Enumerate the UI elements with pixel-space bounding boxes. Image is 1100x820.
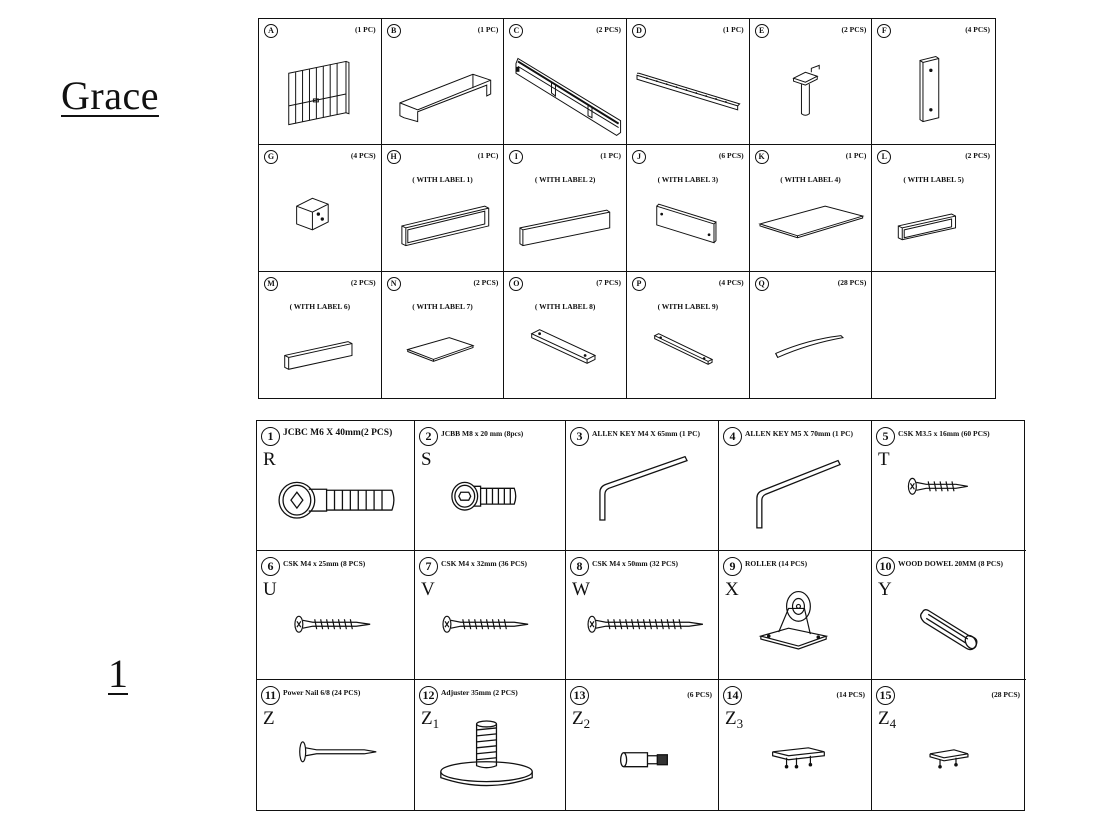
panel-qty: (2 PCS) [596,25,621,34]
panel-letter: A [264,24,278,38]
hardware-3 [566,421,719,551]
hardware-9 [719,551,872,681]
panel-letter: J [632,150,646,164]
screw-u-illustration [257,551,414,680]
power-nail-illustration [257,680,414,810]
slat-holder-small-illustration [872,680,1026,810]
panel-c [504,19,627,145]
hardware-13 [566,680,719,810]
hardware-7 [415,551,566,681]
hardware-desc: CSK M4 x 32mm (36 PCS) [441,558,528,568]
screw-v-illustration [415,551,565,680]
cube-block-illustration [259,145,381,270]
allen-key-m5-illustration [719,421,871,550]
panel-l [872,145,995,271]
panel-qty: (1 PC) [723,25,744,34]
panel-label: ( WITH LABEL 6) [289,301,351,311]
panel-letter: K [755,150,769,164]
panel-letter: L [877,150,891,164]
panels-grid [258,18,996,399]
hardware-number: 4 [723,427,742,446]
panel-qty: (1 PC) [600,151,621,161]
panel-g [259,145,382,271]
panel-h [382,145,505,271]
panel-label: ( WITH LABEL 8) [534,301,596,311]
hardware-desc: CSK M3.5 x 16mm (60 PCS) [898,429,990,438]
hardware-number: 8 [570,557,589,576]
hardware-number: 7 [419,557,438,576]
allen-key-m4-illustration [566,421,718,550]
hardware-number: 10 [876,557,895,576]
hardware-desc: WOOD DOWEL 20MM (8 PCS) [898,558,1003,568]
panel-n [382,272,505,398]
hardware-number: 1 [261,427,280,446]
hardware-desc: CSK M4 x 50mm (32 PCS) [592,558,679,568]
hardware-grid [256,420,1025,811]
panel-qty: (2 PCS) [350,277,376,287]
panel-a [259,19,382,145]
panel-q [750,272,873,398]
hardware-1 [257,421,415,551]
hardware-number: 3 [570,427,589,446]
connector-bolt-illustration [566,680,718,810]
hardware-desc: ALLEN KEY M5 X 70mm (1 PC) [745,429,854,438]
bolt-s-illustration [415,421,565,550]
panel-letter: Q [755,277,769,291]
panel-e [750,19,873,145]
hardware-14 [719,680,872,810]
panel-letter: P [632,277,646,291]
brand-title: Grace [61,73,159,118]
panel-letter: I [509,150,523,164]
panel-qty: (2 PCS) [841,25,867,34]
metal-slat-illustration [627,19,749,144]
hardware-10 [872,551,1026,681]
block-f-illustration [872,19,995,144]
panel-f [872,19,995,145]
panel-qty: (1 PC) [477,25,499,34]
panel-qty: (6 PCS) [718,151,744,161]
bolt-r-illustration [257,421,414,550]
hardware-6 [257,551,415,681]
hardware-desc: CSK M4 x 25mm (8 PCS) [283,558,366,568]
panel-label: ( WITH LABEL 1) [412,175,473,185]
hardware-desc: JCBC M6 X 40mm(2 PCS) [283,428,393,438]
board-m-illustration [259,272,381,398]
hardware-code: S [421,449,432,470]
panel-qty: (1 PC) [355,25,376,34]
hardware-2 [415,421,566,551]
panel-i [504,145,627,271]
panel-letter: O [509,277,523,291]
headboard-illustration [259,19,381,144]
hardware-code: U [263,578,277,600]
slat-p-illustration [627,272,749,398]
hardware-code: T [878,449,890,470]
panel-qty: (28 PCS) [837,277,867,287]
hardware-code: Z [263,708,275,730]
panel-qty: (1 PC) [477,151,499,161]
panel-letter: N [387,277,401,291]
panel-label: ( WITH LABEL 5) [903,175,964,185]
wood-dowel-illustration [872,551,1026,680]
hardware-code: V [421,578,435,600]
board-h-illustration [382,145,504,270]
hardware-11 [257,680,415,810]
slat-o-illustration [504,272,626,398]
hardware-code: W [572,578,590,600]
panel-p [627,272,750,398]
hardware-number: 14 [723,686,742,705]
bench-illustration [382,19,504,144]
panel-qty: (4 PCS) [965,25,990,34]
hardware-number: 9 [723,557,742,576]
panel-label: ( WITH LABEL 3) [657,175,719,185]
hardware-number: 5 [876,427,895,446]
panel-label: ( WITH LABEL 9) [657,301,719,311]
hardware-qty: (14 PCS) [836,690,865,700]
hardware-desc: ALLEN KEY M4 X 65mm (1 PC) [592,429,701,438]
sheet-k-illustration [750,145,872,270]
adjuster-foot-illustration [415,680,565,810]
panel-b [382,19,505,145]
hardware-15 [872,680,1026,810]
hardware-number: 15 [876,686,895,705]
panel-label: ( WITH LABEL 7) [412,301,473,311]
panel-label: ( WITH LABEL 2) [534,175,596,185]
hardware-number: 6 [261,557,280,576]
screw-w-illustration [566,551,718,680]
sheet-n-illustration [382,272,504,398]
panel-empty [872,272,995,398]
hardware-8 [566,551,719,681]
panel-letter: E [755,24,769,38]
hardware-4 [719,421,872,551]
panel-qty: (7 PCS) [596,277,621,287]
hardware-code: $Z_1$ [421,708,440,732]
hardware-number: 12 [419,686,438,705]
panel-d [627,19,750,145]
roller-illustration [719,551,871,680]
hardware-desc: JCBB M8 x 20 mm (8pcs) [441,429,524,438]
hardware-qty: (6 PCS) [687,690,712,700]
hardware-code: $Z_4$ [878,708,897,732]
panel-letter: D [632,24,646,38]
hardware-code: X [725,578,739,600]
panel-letter: B [387,24,401,38]
hardware-number: 13 [570,686,589,705]
panel-qty: (2 PCS) [473,277,499,287]
panel-j [627,145,750,271]
panel-letter: F [877,24,891,38]
panel-qty: (2 PCS) [965,151,990,161]
panel-qty: (4 PCS) [718,277,744,287]
support-leg-illustration [750,19,872,144]
hardware-code: $Z_3$ [725,708,744,732]
panel-letter: M [264,277,278,291]
board-l-illustration [872,145,995,270]
panel-letter: H [387,150,401,164]
hardware-code: $Z_2$ [572,708,591,732]
board-i-illustration [504,145,626,270]
hardware-desc: Power Nail 6/8 (24 PCS) [283,688,361,698]
hardware-desc: ROLLER (14 PCS) [745,558,808,568]
board-j-illustration [627,145,749,270]
panel-letter: C [509,24,523,38]
hardware-12 [415,680,566,810]
panel-o [504,272,627,398]
screw-t-illustration [872,421,1026,550]
curved-slat-illustration [750,272,872,398]
step-number: 1 [108,651,128,696]
hardware-qty: (28 PCS) [991,690,1020,700]
hardware-code: Y [878,578,892,600]
panel-k [750,145,873,271]
hardware-desc: Adjuster 35mm (2 PCS) [441,688,518,698]
side-rail-illustration [504,19,626,144]
hardware-number: 11 [261,686,280,705]
hardware-number: 2 [419,427,438,446]
panel-letter: G [264,150,278,164]
hardware-code: R [263,449,276,470]
panel-qty: (1 PC) [845,151,867,161]
hardware-5 [872,421,1026,551]
panel-label: ( WITH LABEL 4) [780,175,841,185]
panel-m [259,272,382,398]
panel-qty: (4 PCS) [350,151,376,161]
slat-holder-large-illustration [719,680,871,810]
